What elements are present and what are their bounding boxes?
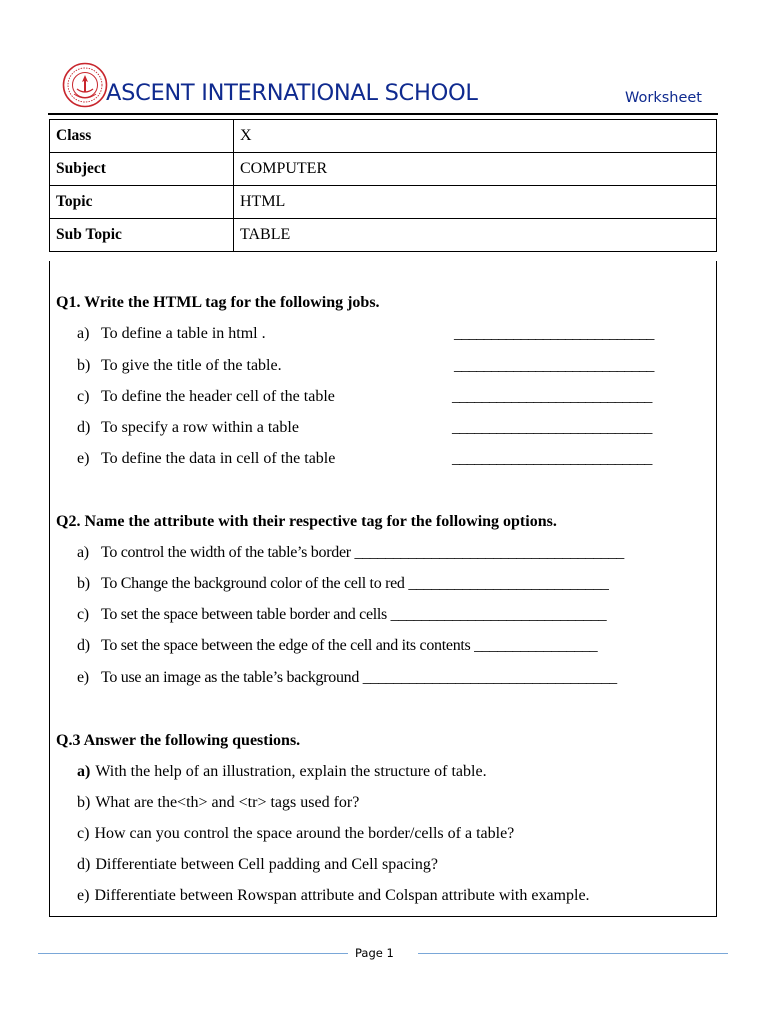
info-table (49, 119, 717, 252)
info-label: Topic (50, 186, 234, 219)
q2-item-e (77, 669, 617, 687)
footer-rule-left (38, 953, 348, 954)
info-value: X (234, 120, 717, 153)
item-marker: d) (77, 637, 90, 654)
answer-blank: ___________________________ (454, 325, 654, 342)
item-text: Differentiate between Rowspan attribute and Colspan attribute with example. (94, 887, 590, 904)
item-marker: c) (77, 825, 90, 842)
item-marker: c) (77, 606, 89, 623)
info-value: TABLE (234, 219, 717, 252)
item-text: To set the space between table border and cells ____________________________ (101, 606, 607, 623)
page-header (0, 0, 768, 118)
item-marker: d) (77, 856, 91, 873)
header-divider (48, 113, 718, 115)
item-marker: e) (77, 450, 90, 467)
q3-heading: Q.3 Answer the following questions. (56, 732, 301, 749)
info-label: Sub Topic (50, 219, 234, 252)
q3-item-b (77, 794, 359, 812)
item-text: To control the width of the table’s border ___________________________________ (101, 544, 624, 561)
q1-item-c (77, 388, 335, 406)
answer-blank: ___________________________ (452, 450, 652, 467)
info-value: HTML (234, 186, 717, 219)
item-text: What are the<th> and <tr> tags used for? (95, 794, 360, 811)
school-logo-icon (62, 62, 108, 108)
item-marker: c) (77, 388, 90, 405)
info-row-subject (50, 153, 717, 186)
q1-item-d (77, 419, 299, 437)
info-row-class (50, 120, 717, 153)
item-text: To set the space between the edge of the cell and its contents ________________ (101, 637, 598, 654)
q1-item-e (77, 450, 335, 468)
item-marker: e) (77, 669, 89, 686)
info-label: Subject (50, 153, 234, 186)
q3-item-d (77, 856, 438, 874)
answer-blank: ___________________________ (454, 357, 654, 374)
info-label: Class (50, 120, 234, 153)
q2-item-b (77, 575, 609, 593)
item-text: With the help of an illustration, explain the structure of table. (95, 763, 487, 780)
answer-blank: ___________________________ (452, 388, 652, 405)
document-type-label: Worksheet (625, 90, 702, 106)
item-text: To define a table in html . (101, 325, 266, 342)
school-name: ASCENT INTERNATIONAL SCHOOL (106, 80, 478, 106)
item-marker: a) (77, 544, 89, 561)
item-marker: b) (77, 575, 90, 592)
item-text: To define the data in cell of the table (101, 450, 336, 467)
q2-item-c (77, 606, 606, 624)
item-text: How can you control the space around the border/cells of a table? (94, 825, 515, 842)
q3-item-e (77, 887, 590, 905)
item-text: To specify a row within a table (101, 419, 299, 436)
q2-item-d (77, 637, 597, 655)
item-text: Differentiate between Cell padding and Cell spacing? (95, 856, 439, 873)
item-marker: a) (77, 763, 91, 780)
item-text: To use an image as the table’s background _________________________________ (101, 669, 617, 686)
item-marker: e) (77, 887, 90, 904)
q2-item-a (77, 544, 624, 562)
item-marker: b) (77, 794, 91, 811)
info-row-subtopic (50, 219, 717, 252)
footer-rule-right (418, 953, 728, 954)
item-text: To give the title of the table. (101, 357, 282, 374)
q1-item-a (77, 325, 266, 343)
info-row-topic (50, 186, 717, 219)
item-marker: a) (77, 325, 90, 342)
page-number: Page 1 (355, 946, 394, 960)
q3-item-a (77, 763, 487, 781)
q3-item-c (77, 825, 514, 843)
answer-blank: ___________________________ (452, 419, 652, 436)
item-marker: b) (77, 357, 91, 374)
info-value: COMPUTER (234, 153, 717, 186)
q1-item-b (77, 357, 282, 375)
item-text: To Change the background color of the cell to red __________________________ (101, 575, 609, 592)
q2-heading: Q2. Name the attribute with their respective tag for the following options. (56, 513, 557, 530)
q1-heading: Q1. Write the HTML tag for the following jobs. (56, 294, 380, 311)
item-marker: d) (77, 419, 91, 436)
item-text: To define the header cell of the table (101, 388, 335, 405)
